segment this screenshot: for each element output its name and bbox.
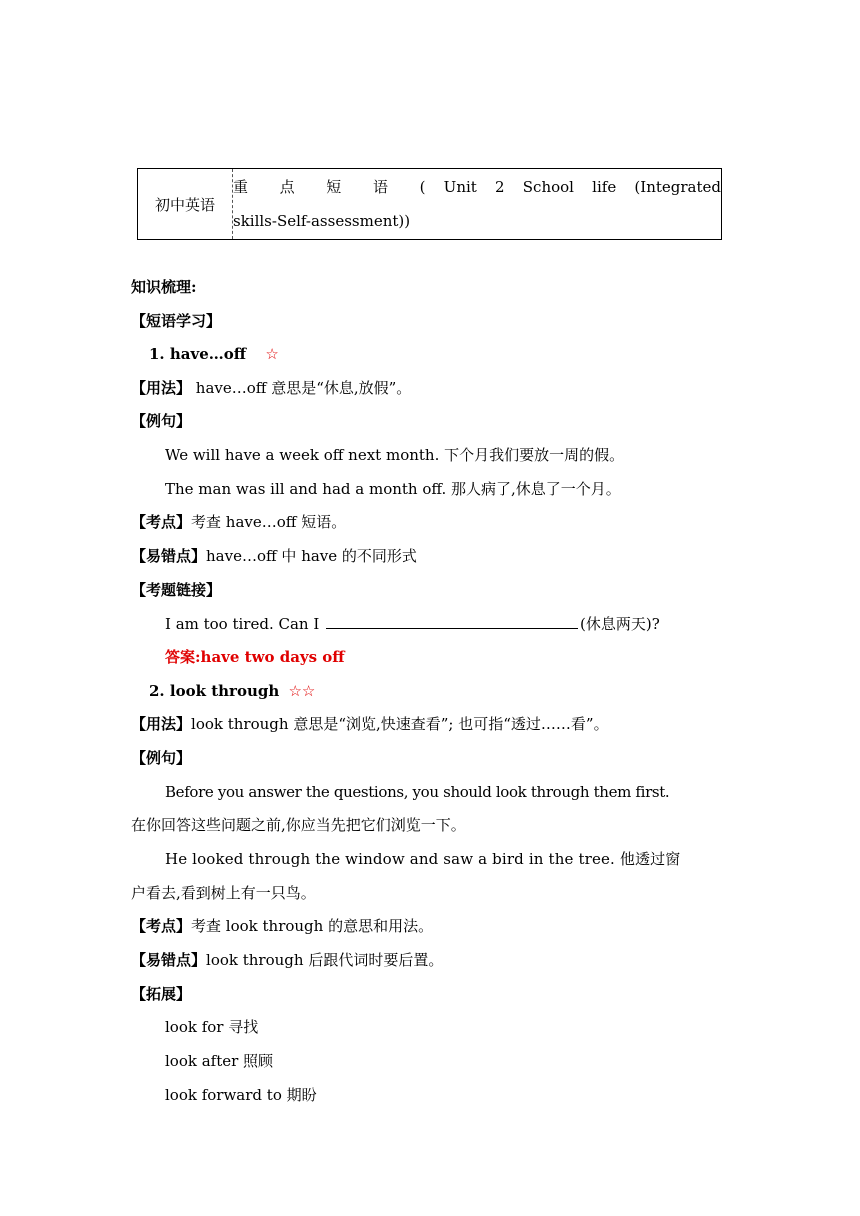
item1-point-text: 考查 have…off 短语。 [191,513,347,531]
item2-example-1-line-2: 在你回答这些问题之前,你应当先把它们浏览一下。 [131,816,466,834]
item2-example-1-line-1: Before you answer the questions, you should look through them first. [165,783,670,801]
item2-example-2-line-1: He looked through the window and saw a bird in the tree. 他透过窗 [165,850,681,868]
item1-example-2: The man was ill and had a month off. 那人病了,休息了一个月。 [165,480,621,498]
item1-question-before: I am too tired. Can I [165,615,325,633]
item2-extension-label: 【拓展】 [131,985,192,1003]
item1-point [131,512,346,534]
item1-example-1: We will have a week off next month. 下个月我们要放一周的假。 [165,446,625,464]
item2-point [131,916,433,938]
header-table [137,168,722,240]
answer-blank[interactable] [326,613,578,629]
item1-question-after: (休息两天)? [580,615,660,633]
item1-question [165,613,660,635]
item2-title-text: 2. look through [149,682,280,700]
item2-usage-label: 【用法】 [131,715,192,733]
item2-error-text: look through 后跟代词时要后置。 [206,951,444,969]
item2-error-label: 【易错点】 [131,951,207,969]
item1-usage [131,378,411,400]
phrase-study-heading: 【短语学习】 [131,312,222,330]
item1-example-label: 【例句】 [131,412,192,430]
item2-point-label: 【考点】 [131,917,192,935]
subject-cell: 初中英语 [138,169,233,240]
item1-error-text: have…off 中 have 的不同形式 [206,547,417,565]
item2-title [149,681,315,703]
item2-usage [131,714,609,736]
item2-error [131,950,443,972]
item1-usage-label: 【用法】 [131,379,192,397]
item1-error [131,546,417,568]
item1-star-icon: ☆ [265,345,279,363]
item2-example-2-line-2: 户看去,看到树上有一只鸟。 [131,884,316,902]
item2-extension-3: look forward to 期盼 [165,1086,317,1104]
item1-answer: 答案:have two days off [165,648,345,666]
topic-line-1: 重 点 短 语 ( Unit 2 School life (Integrated [233,178,721,196]
item2-star-icon: ☆☆ [288,682,316,700]
item2-extension-2: look after 照顾 [165,1052,274,1070]
item1-point-label: 【考点】 [131,513,192,531]
item1-title [149,344,279,366]
item2-usage-text: look through 意思是“浏览,快速查看”; 也可指“透过……看”。 [191,715,609,733]
item1-error-label: 【易错点】 [131,547,207,565]
item2-point-text: 考查 look through 的意思和用法。 [191,917,434,935]
topic-line-2: skills-Self-assessment)) [233,212,411,230]
topic-cell [233,169,722,240]
item1-usage-text: have…off 意思是“休息,放假”。 [191,379,412,397]
item1-title-text: 1. have…off [149,345,247,363]
item2-extension-1: look for 寻找 [165,1018,259,1036]
summary-title: 知识梳理: [131,278,197,296]
item1-link-label: 【考题链接】 [131,581,222,599]
item2-example-label: 【例句】 [131,749,192,767]
